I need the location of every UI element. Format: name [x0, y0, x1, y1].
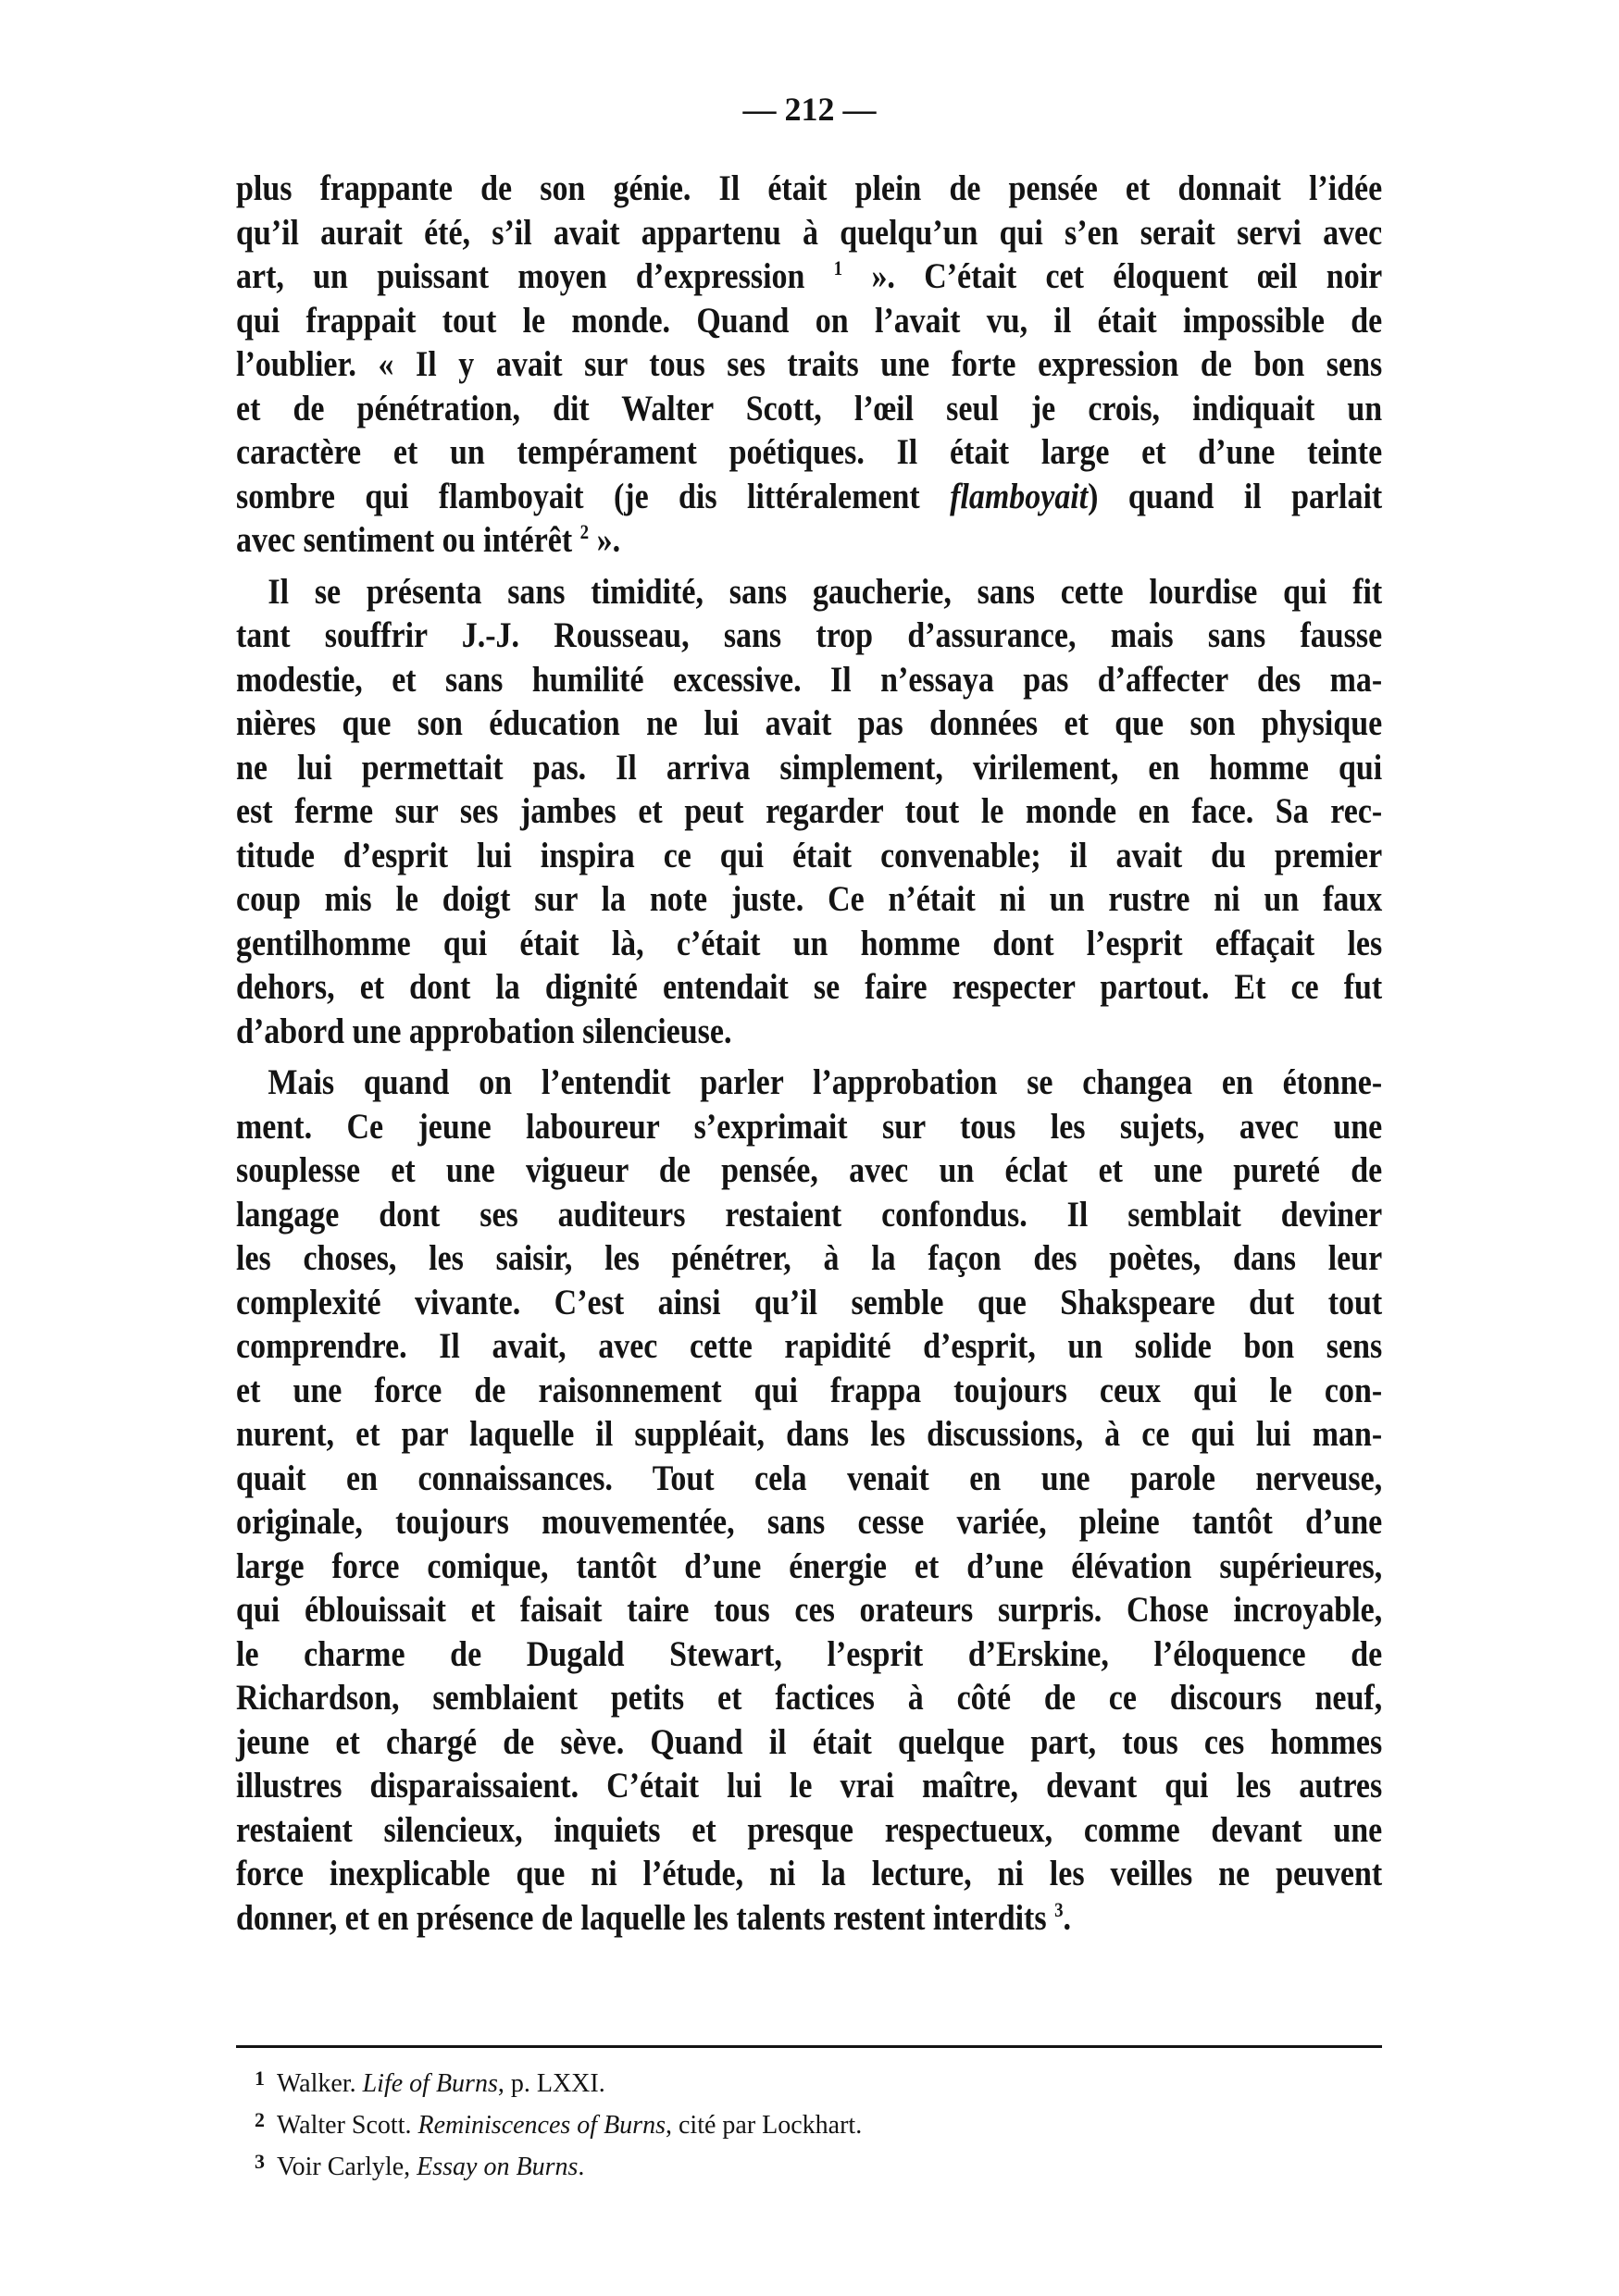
text-line: avec sentiment ou intérêt $^2$ ».	[236, 519, 621, 560]
text-line: jeune et chargé de sève. Quand il était quelque part, tous ces hommes	[236, 1720, 1383, 1762]
text-line: restaient silencieux, inquiets et presque respectueux, comme devant une	[236, 1808, 1383, 1850]
text-line: d’abord une approbation silencieuse.	[236, 1010, 732, 1051]
text-line: sombre qui flamboyait (je dis littéralement flamboyait) quand il parlait	[236, 475, 1383, 516]
text-line: quait en connaissances. Tout cela venait en une parole nerveuse,	[236, 1457, 1383, 1498]
text-line: titude d’esprit lui inspira ce qui était convenable; il avait du premier	[236, 834, 1383, 875]
paragraph-2	[236, 570, 1382, 1054]
text-line: large force comique, tantôt d’une énergie et d’une élévation supérieures,	[236, 1545, 1383, 1586]
footnote-mark: 2	[255, 2108, 265, 2131]
paragraph-3	[236, 1061, 1382, 1940]
footnotes	[255, 2060, 1273, 2185]
text-line: comprendre. Il avait, avec cette rapidité d’esprit, un solide bon sens	[236, 1325, 1383, 1366]
text-line: langage dont ses auditeurs restaient confondus. Il semblait deviner	[236, 1193, 1383, 1235]
text-line: qu’il aurait été, s’il avait appartenu à quelqu’un qui s’en serait servi avec	[236, 211, 1383, 253]
footnote-ref: 1	[833, 256, 843, 279]
text-line: dehors, et dont la dignité entendait se faire respecter partout. Et ce fut	[236, 966, 1383, 1007]
text-line: nières que son éducation ne lui avait pas données et que son physique	[236, 702, 1383, 743]
text-line: illustres disparaissaient. C’était lui le vrai maître, devant qui les autres	[236, 1765, 1383, 1806]
footnote-ref: 3	[1054, 1897, 1064, 1921]
text-line: et de pénétration, dit Walter Scott, l’œil seul je crois, indiquait un	[236, 387, 1383, 428]
footnote-ref: 2	[579, 520, 590, 543]
text-line: ne lui permettait pas. Il arriva simplement, virilement, en homme qui	[236, 746, 1383, 788]
text-line: donner, et en présence de laquelle les talents restent interdits $^3$.	[236, 1896, 1072, 1938]
text-line: qui éblouissait et faisait taire tous ces orateurs surpris. Chose incroyable,	[236, 1589, 1383, 1630]
text-line: caractère et un tempérament poétiques. Il était large et d’une teinte	[236, 431, 1383, 472]
text-line: plus frappante de son génie. Il était plein de pensée et donnait l’idée	[236, 168, 1383, 208]
text-line: Richardson, semblaient petits et factices à côté de ce discours neuf,	[236, 1677, 1383, 1718]
text-line: Mais quand on l’entendit parler l’approbation se changea en étonne-	[268, 1061, 1383, 1102]
text-line: coup mis le doigt sur la note juste. Ce n’était ni un rustre ni un faux	[236, 878, 1383, 919]
text-line: nurent, et par laquelle il suppléait, dans les discussions, à ce qui lui man-	[236, 1413, 1383, 1454]
cited-title: Essay on Burns	[417, 2153, 579, 2181]
cited-title: Reminiscences of Burns	[417, 2111, 666, 2140]
footnote-divider	[236, 2045, 1382, 2048]
footnote-mark: 1	[255, 2066, 265, 2090]
text-line: souplesse et une vigueur de pensée, avec un éclat et une pureté de	[236, 1149, 1383, 1190]
text-line: ment. Ce jeune laboureur s’exprimait sur tous les sujets, avec une	[236, 1105, 1383, 1147]
footnote-1: 1 Walker. Life of Burns, p. LXXI.	[255, 2060, 1273, 2102]
text-line: force inexplicable que ni l’étude, ni la lecture, ni les veilles ne peuvent	[236, 1853, 1383, 1893]
body-text	[236, 167, 1382, 1947]
paragraph-1	[236, 167, 1382, 563]
text-line: Il se présenta sans timidité, sans gaucherie, sans cette lourdise qui fit	[268, 570, 1383, 612]
footnote-3: 3 Voir Carlyle, Essay on Burns.	[255, 2143, 1273, 2185]
footnote-mark: 3	[255, 2150, 265, 2173]
text-line: originale, toujours mouvementée, sans cesse variée, pleine tantôt d’une	[236, 1501, 1383, 1542]
text-line: le charme de Dugald Stewart, l’esprit d’Erskine, l’éloquence de	[236, 1632, 1383, 1674]
emphasis: flamboyait	[950, 475, 1089, 516]
text-line: est ferme sur ses jambes et peut regarder tout le monde en face. Sa rec-	[236, 790, 1383, 831]
text-line: modestie, et sans humilité excessive. Il n’essaya pas d’affecter des ma-	[236, 658, 1383, 700]
cited-title: Life of Burns	[362, 2069, 498, 2098]
text-line: tant souffrir J.-J. Rousseau, sans trop d’assurance, mais sans fausse	[236, 614, 1383, 655]
text-line: l’oublier. « Il y avait sur tous ses traits une forte expression de bon sens	[236, 343, 1383, 384]
text-line: qui frappait tout le monde. Quand on l’avait vu, il était impossible de	[236, 299, 1383, 341]
page-number: — 212 —	[742, 91, 877, 128]
text-line: gentilhomme qui était là, c’était un homme dont l’esprit effaçait les	[236, 922, 1383, 963]
text-line: et une force de raisonnement qui frappa toujours ceux qui le con-	[236, 1369, 1383, 1410]
text-line: les choses, les saisir, les pénétrer, à la façon des poètes, dans leur	[236, 1237, 1383, 1278]
text-line: art, un puissant moyen d’expression $^1$ ». C’était cet éloquent œil noir	[236, 255, 1383, 296]
text-line: complexité vivante. C’est ainsi qu’il semble que Shakspeare dut tout	[236, 1281, 1383, 1322]
footnote-2: 2 Walter Scott. Reminiscences of Burns, cité par Lockhart.	[255, 2102, 1273, 2143]
